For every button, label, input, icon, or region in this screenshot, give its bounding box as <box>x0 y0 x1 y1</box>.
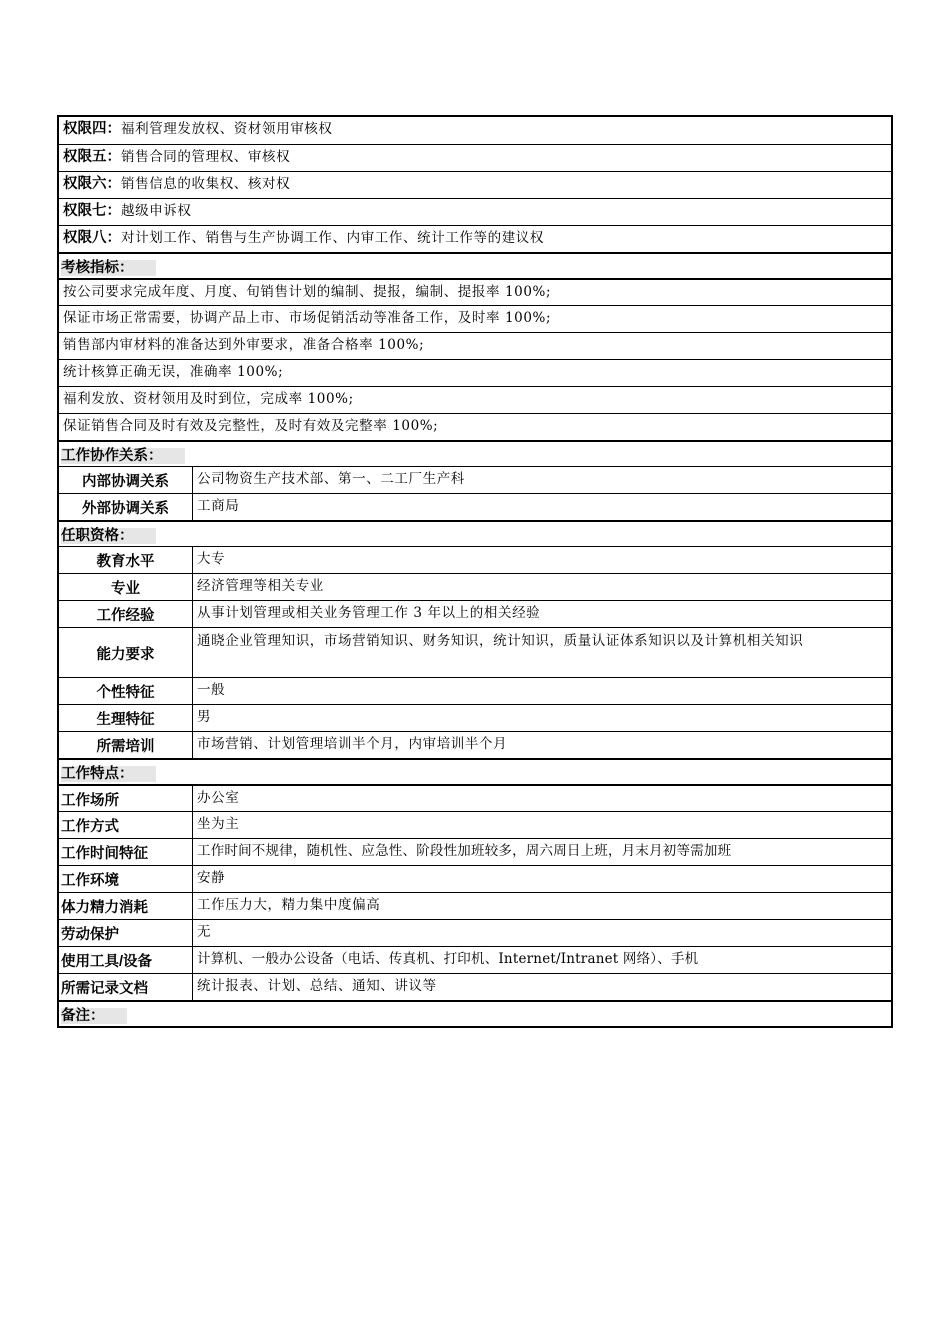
section-title: 任职资格： <box>61 528 156 544</box>
authority-text: 福利管理发放权、资材领用审核权 <box>121 121 333 137</box>
authority-text: 越级申诉权 <box>121 203 192 219</box>
authority-label: 权限六： <box>63 176 121 192</box>
authority-label: 权限八： <box>63 230 121 246</box>
authority-label: 权限七： <box>63 203 121 219</box>
cooperation-row <box>59 466 891 493</box>
field-label: 工作经验 <box>59 601 193 627</box>
kpi-item: 保证销售合同及时有效及完整性，及时有效及完整率 100%; <box>59 413 891 440</box>
section-title: 考核指标： <box>61 260 156 276</box>
field-value: 市场营销、计划管理培训半个月，内审培训半个月 <box>197 736 508 752</box>
feature-row <box>59 892 891 919</box>
field-value: 统计报表、计划、总结、通知、讲议等 <box>197 978 437 994</box>
field-value: 办公室 <box>197 790 240 806</box>
section-header-remarks <box>59 1000 891 1026</box>
field-value: 安静 <box>197 870 226 886</box>
authority-text: 销售合同的管理权、审核权 <box>121 149 291 165</box>
feature-row <box>59 919 891 946</box>
field-label: 劳动保护 <box>59 920 193 946</box>
field-label: 工作场所 <box>59 786 193 811</box>
authority-row <box>59 144 891 171</box>
field-label: 个性特征 <box>59 678 193 704</box>
feature-row <box>59 784 891 811</box>
authority-row <box>59 171 891 198</box>
field-value: 无 <box>197 924 212 940</box>
field-value: 工商局 <box>197 498 240 514</box>
field-value: 公司物资生产技术部、第一、二工厂生产科 <box>197 471 465 487</box>
field-label: 所需培训 <box>59 732 193 758</box>
feature-row <box>59 865 891 892</box>
authority-row <box>59 225 891 252</box>
section-header-qualifications <box>59 520 891 546</box>
authority-label: 权限四： <box>63 121 121 137</box>
field-label: 教育水平 <box>59 547 193 573</box>
feature-row <box>59 973 891 1000</box>
field-value: 工作压力大，精力集中度偏高 <box>197 897 381 913</box>
field-label: 专业 <box>59 574 193 600</box>
qualification-row <box>59 704 891 731</box>
section-header-features <box>59 758 891 784</box>
field-value: 计算机、一般办公设备（电话、传真机、打印机、Internet/Intranet 网络）、手机 <box>197 951 699 967</box>
field-label: 内部协调关系 <box>59 467 193 493</box>
authority-text: 对计划工作、销售与生产协调工作、内审工作、统计工作等的建议权 <box>121 230 544 246</box>
qualification-row <box>59 677 891 704</box>
kpi-item: 统计核算正确无误，准确率 100%; <box>59 359 891 386</box>
authority-row <box>59 198 891 225</box>
field-value: 从事计划管理或相关业务管理工作 3 年以上的相关经验 <box>197 605 541 621</box>
field-label: 工作环境 <box>59 866 193 892</box>
authority-label: 权限五： <box>63 149 121 165</box>
kpi-item: 按公司要求完成年度、月度、旬销售计划的编制、提报，编制、提报率 100%; <box>59 278 891 305</box>
section-title: 工作特点： <box>61 766 156 782</box>
qualification-row <box>59 573 891 600</box>
field-label: 使用工具/设备 <box>59 947 193 973</box>
feature-row <box>59 811 891 838</box>
cooperation-row <box>59 493 891 520</box>
authority-row <box>59 117 891 144</box>
qualification-row <box>59 600 891 627</box>
field-label: 体力精力消耗 <box>59 893 193 919</box>
section-title: 工作协作关系： <box>61 448 185 464</box>
field-label: 工作时间特征 <box>59 839 193 865</box>
qualification-row <box>59 627 891 677</box>
section-header-kpi <box>59 252 891 278</box>
kpi-item: 销售部内审材料的准备达到外审要求，准备合格率 100%; <box>59 332 891 359</box>
feature-row <box>59 838 891 865</box>
field-value: 经济管理等相关专业 <box>197 578 324 594</box>
field-label: 能力要求 <box>59 628 193 677</box>
field-label: 所需记录文档 <box>59 974 193 1000</box>
field-value: 男 <box>197 709 212 725</box>
kpi-item: 福利发放、资材领用及时到位，完成率 100%; <box>59 386 891 413</box>
field-label: 生理特征 <box>59 705 193 731</box>
section-title: 备注： <box>61 1008 127 1024</box>
qualification-row <box>59 731 891 758</box>
field-value: 坐为主 <box>197 816 240 832</box>
section-header-cooperation <box>59 440 891 466</box>
field-label: 外部协调关系 <box>59 494 193 520</box>
field-value: 工作时间不规律，随机性、应急性、阶段性加班较多，周六周日上班，月末月初等需加班 <box>197 843 732 859</box>
authority-text: 销售信息的收集权、核对权 <box>121 176 291 192</box>
field-value: 一般 <box>197 682 226 698</box>
feature-row <box>59 946 891 973</box>
field-label: 工作方式 <box>59 812 193 838</box>
job-description-table <box>57 115 893 1028</box>
field-value: 通晓企业管理知识，市场营销知识、财务知识，统计知识，质量认证体系知识以及计算机相关知识 <box>197 633 804 649</box>
kpi-item: 保证市场正常需要，协调产品上市、市场促销活动等准备工作，及时率 100%; <box>59 305 891 332</box>
field-value: 大专 <box>197 551 226 567</box>
qualification-row <box>59 546 891 573</box>
